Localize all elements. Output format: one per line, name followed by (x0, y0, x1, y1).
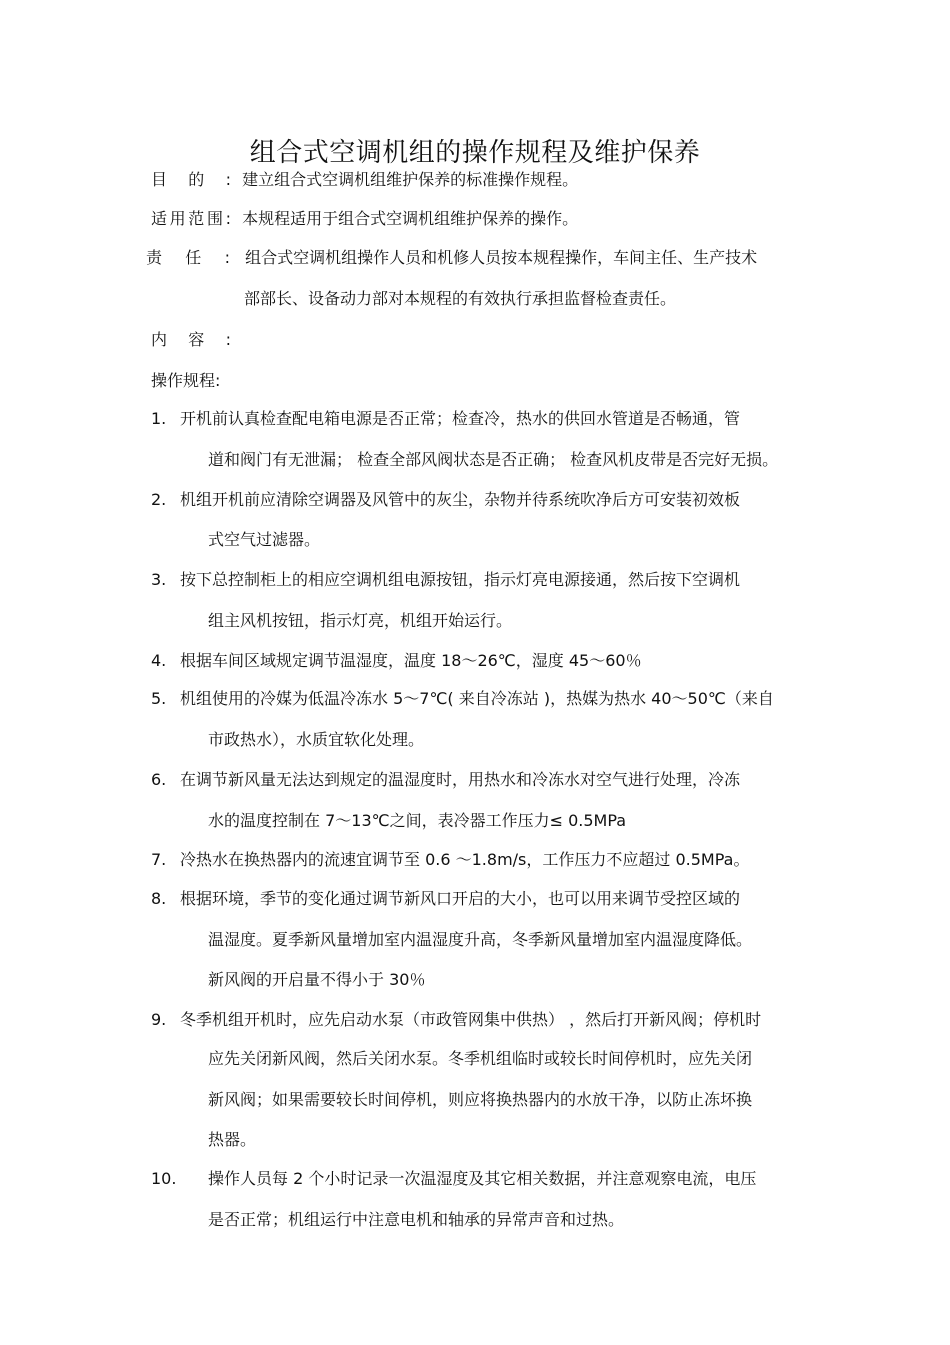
step-5 (151, 687, 774, 711)
step-number: 1. (151, 409, 167, 428)
step-text-continuation: 是否正常；机组运行中注意电机和轴承的异常声音和过热。 (208, 1210, 625, 1229)
step-number: 10. (151, 1169, 177, 1188)
scope-text: 本规程适用于组合式空调机组维护保养的操作。 (242, 209, 579, 228)
content-row (151, 328, 231, 352)
responsibility-row (146, 246, 757, 270)
step-number: 4. (151, 651, 167, 670)
step-text-continuation: 道和阀门有无泄漏； 检查全部风阀状态是否正确； 检查风机皮带是否完好无损。 (208, 450, 779, 469)
step-text-continuation: 式空气过滤器。 (208, 530, 321, 549)
step-number: 6. (151, 770, 167, 789)
content-label: 内容: (151, 330, 231, 349)
step-text: 机组使用的冷媒为低温冷冻水 5～7℃( 来自冷冻站 )，热媒为热水 40～50℃（来自 (180, 689, 774, 708)
step-text: 按下总控制柜上的相应空调机组电源按钮，指示灯亮电源接通，然后按下空调机 (180, 570, 741, 589)
step-text-continuation: 组主风机按钮，指示灯亮，机组开始运行。 (208, 611, 513, 630)
step-number: 7. (151, 850, 167, 869)
step-text: 根据车间区域规定调节温湿度，温度 18～26℃，湿度 45～60％ (180, 651, 642, 670)
step-number: 8. (151, 889, 167, 908)
procedure-heading: 操作规程: (151, 371, 221, 390)
step-9 (151, 1008, 761, 1032)
step-2 (151, 488, 740, 512)
document-title: 组合式空调机组的操作规程及维护保养 (249, 138, 701, 169)
scope-label: 适用范围: (151, 209, 231, 228)
step-text-continuation: 新风阀；如果需要较长时间停机，则应将换热器内的水放干净，以防止冻坏换 (208, 1090, 753, 1109)
step-number: 2. (151, 490, 167, 509)
responsibility-text-line2: 部部长、设备动力部对本规程的有效执行承担监督检查责任。 (244, 289, 677, 308)
purpose-text: 建立组合式空调机组维护保养的标准操作规程。 (242, 170, 579, 189)
step-text: 冬季机组开机时，应先启动水泵（市政管网集中供热） ，然后打开新风阀；停机时 (180, 1010, 762, 1029)
scope-row (151, 207, 578, 231)
step-text-continuation: 水的温度控制在 7～13℃之间，表冷器工作压力≤ 0.5MPa (208, 811, 627, 830)
step-text: 冷热水在换热器内的流速宜调节至 0.6 ～1.8m/s，工作压力不应超过 0.5MPa。 (180, 850, 750, 869)
step-1 (151, 407, 740, 431)
step-10 (151, 1167, 756, 1191)
step-text: 机组开机前应清除空调器及风管中的灰尘，杂物并待系统吹净后方可安装初效板 (180, 490, 741, 509)
purpose-row (151, 168, 578, 192)
step-4 (151, 649, 642, 673)
responsibility-label: 责任: (146, 248, 230, 267)
step-8 (151, 887, 740, 911)
step-number: 5. (151, 689, 167, 708)
step-number: 9. (151, 1010, 167, 1029)
step-3 (151, 568, 740, 592)
step-text-continuation: 市政热水），水质宜软化处理。 (208, 730, 425, 749)
step-text-continuation: 新风阀的开启量不得小于 30％ (208, 970, 426, 989)
step-text: 在调节新风量无法达到规定的温湿度时，用热水和冷冻水对空气进行处理，冷冻 (180, 770, 741, 789)
step-text: 根据环境，季节的变化通过调节新风口开启的大小，也可以用来调节受控区域的 (180, 889, 741, 908)
step-7 (151, 848, 749, 872)
step-6 (151, 768, 740, 792)
purpose-label: 目的: (151, 170, 231, 189)
step-text: 操作人员每 2 个小时记录一次温湿度及其它相关数据，并注意观察电流，电压 (208, 1169, 757, 1188)
responsibility-text-line1: 组合式空调机组操作人员和机修人员按本规程操作，车间主任、生产技术 (245, 248, 758, 267)
step-text: 开机前认真检查配电箱电源是否正常；检查冷，热水的供回水管道是否畅通，管 (180, 409, 741, 428)
step-text-continuation: 温湿度。夏季新风量增加室内温湿度升高，冬季新风量增加室内温湿度降低。 (208, 930, 753, 949)
step-number: 3. (151, 570, 167, 589)
step-text-continuation: 应先关闭新风阀，然后关闭水泵。冬季机组临时或较长时间停机时，应先关闭 (208, 1049, 753, 1068)
step-text-continuation: 热器。 (208, 1130, 257, 1149)
